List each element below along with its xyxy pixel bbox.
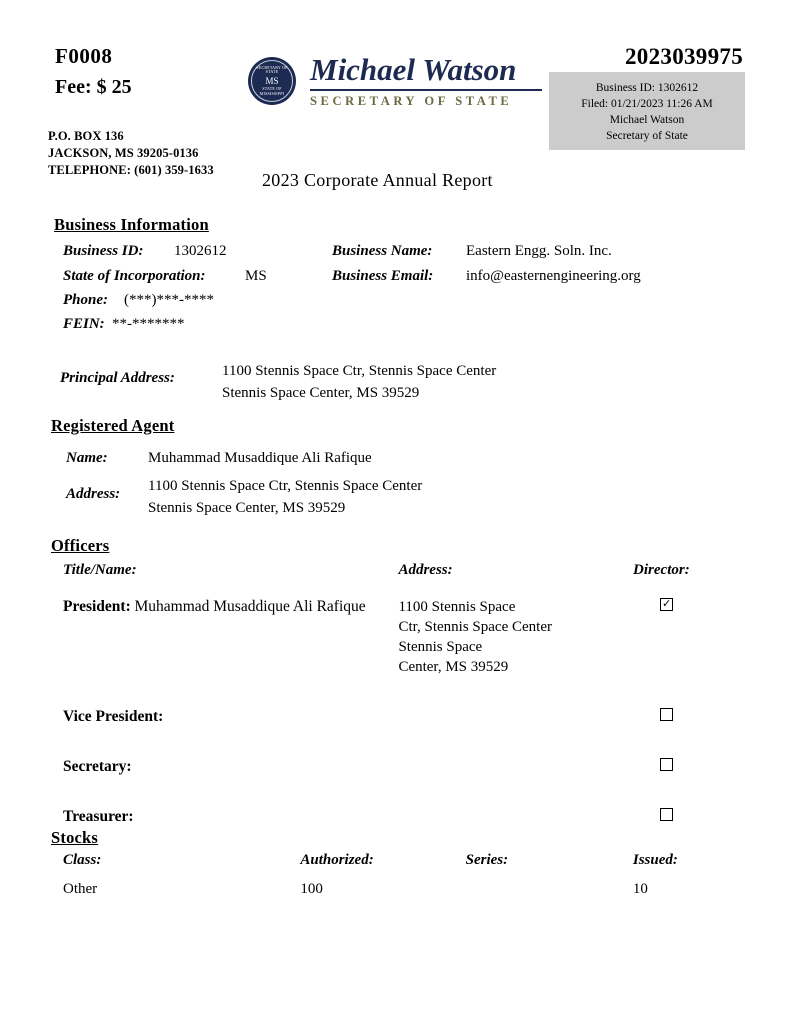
officer-address-line4: Center, MS 39529 [398, 659, 509, 675]
business-name-value: Eastern Engg. Soln. Inc. [466, 243, 612, 259]
officer-title-cell [63, 757, 398, 807]
principal-address-line1: 1100 Stennis Space Ctr, Stennis Space Center [222, 363, 497, 379]
principal-address-value [222, 360, 496, 404]
officer-role: President: [63, 598, 131, 615]
section-heading-stocks: Stocks [51, 828, 99, 847]
officer-address-cell [398, 757, 633, 807]
mailing-address-line1: P.O. BOX 136 [48, 129, 124, 143]
table-row [63, 807, 723, 857]
table-row [63, 597, 723, 707]
officer-address-cell [398, 707, 633, 757]
business-name-label: Business Name: [332, 243, 433, 259]
officer-title-cell [63, 807, 398, 857]
section-heading-registered-agent: Registered Agent [51, 416, 175, 435]
officer-person: Muhammad Musaddique Ali Rafique [134, 598, 366, 615]
secretary-of-state-logo [248, 52, 538, 113]
state-of-incorporation-label: State of Incorporation: [63, 268, 206, 284]
wordmark-subtitle: SECRETARY OF STATE [310, 93, 513, 108]
stocks-column-series: Series: [465, 852, 509, 868]
principal-address-line2: Stennis Space Center, MS 39529 [222, 385, 420, 401]
phone-label: Phone: [63, 292, 108, 308]
mailing-address-line2: JACKSON, MS 39205-0136 [48, 146, 199, 160]
table-row [63, 881, 723, 898]
agent-address-value [148, 475, 422, 519]
director-checkbox[interactable] [660, 598, 673, 611]
director-checkbox[interactable] [660, 808, 673, 821]
agent-address-label: Address: [66, 486, 121, 502]
filing-office: Secretary of State [606, 130, 688, 142]
fee-label: Fee: $ 25 [55, 76, 132, 98]
officer-title-cell [63, 707, 398, 757]
officer-role: Treasurer: [63, 808, 134, 825]
officer-address-cell [398, 807, 633, 857]
stocks-column-class: Class: [63, 852, 102, 868]
report-title: 2023 Corporate Annual Report [262, 170, 493, 190]
officer-director-cell [633, 757, 723, 807]
officers-column-title: Title/Name: [63, 562, 137, 578]
officer-address-line2: Ctr, Stennis Space Center [398, 619, 552, 635]
director-checkbox[interactable] [660, 758, 673, 771]
form-code: F0008 [55, 44, 113, 68]
mailing-address-line3: TELEPHONE: (601) 359-1633 [48, 163, 214, 177]
phone-value: (***)***-**** [124, 292, 214, 308]
wordmark-divider [310, 89, 542, 91]
officer-director-cell [633, 597, 723, 707]
filing-stamp-box [549, 72, 745, 150]
officers-header-row [63, 562, 723, 597]
stock-series-value [466, 881, 633, 898]
business-email-label: Business Email: [332, 268, 434, 284]
officer-role: Vice President: [63, 708, 164, 725]
document-number: 2023039975 [625, 44, 743, 69]
seal-center-text: MS [265, 75, 279, 86]
officer-director-cell [633, 807, 723, 857]
business-id-value: 1302612 [174, 243, 227, 259]
officer-address-line3: Stennis Space [398, 639, 483, 655]
officer-title-cell [63, 597, 398, 707]
stock-class-value: Other [63, 881, 98, 897]
filing-official: Michael Watson [609, 114, 685, 126]
stocks-table [63, 852, 723, 898]
state-seal-icon [248, 57, 296, 105]
agent-name-label: Name: [66, 450, 108, 466]
stock-issued-value: 10 [632, 881, 648, 897]
section-heading-business-information: Business Information [54, 215, 209, 234]
principal-address-label: Principal Address: [60, 370, 175, 386]
business-id-label: Business ID: [63, 243, 144, 259]
officers-column-address: Address: [398, 562, 453, 578]
officers-column-director: Director: [633, 562, 690, 578]
officer-director-cell [633, 707, 723, 757]
officers-table [63, 562, 723, 857]
stock-authorized-value: 100 [300, 881, 323, 897]
officer-role: Secretary: [63, 758, 132, 775]
state-of-incorporation-value: MS [245, 268, 267, 284]
officer-address-line1: 1100 Stennis Space [398, 599, 516, 615]
officer-address-cell [398, 597, 633, 707]
business-email-value: info@easternengineering.org [466, 268, 641, 284]
agent-name-value: Muhammad Musaddique Ali Rafique [148, 450, 372, 466]
seal-bottom-text: STATE OF MISSISSIPPI [259, 86, 285, 96]
filing-business-id: Business ID: 1302612 [595, 82, 699, 94]
table-row [63, 707, 723, 757]
office-mailing-address [48, 128, 214, 179]
stocks-column-authorized: Authorized: [300, 852, 374, 868]
fein-label: FEIN: [63, 316, 105, 332]
table-row [63, 757, 723, 807]
secretary-name: Michael Watson [310, 52, 517, 87]
stocks-column-issued: Issued: [632, 852, 678, 868]
filing-date: Filed: 01/21/2023 11:26 AM [581, 98, 713, 110]
stocks-header-row [63, 852, 723, 881]
director-checkbox[interactable] [660, 708, 673, 721]
agent-address-line2: Stennis Space Center, MS 39529 [148, 500, 346, 516]
fein-value: **-******* [112, 316, 185, 332]
agent-address-line1: 1100 Stennis Space Ctr, Stennis Space Center [148, 478, 423, 494]
seal-top-text: SECRETARY OF STATE [256, 64, 288, 75]
wordmark [310, 53, 540, 109]
section-heading-officers: Officers [51, 536, 110, 555]
